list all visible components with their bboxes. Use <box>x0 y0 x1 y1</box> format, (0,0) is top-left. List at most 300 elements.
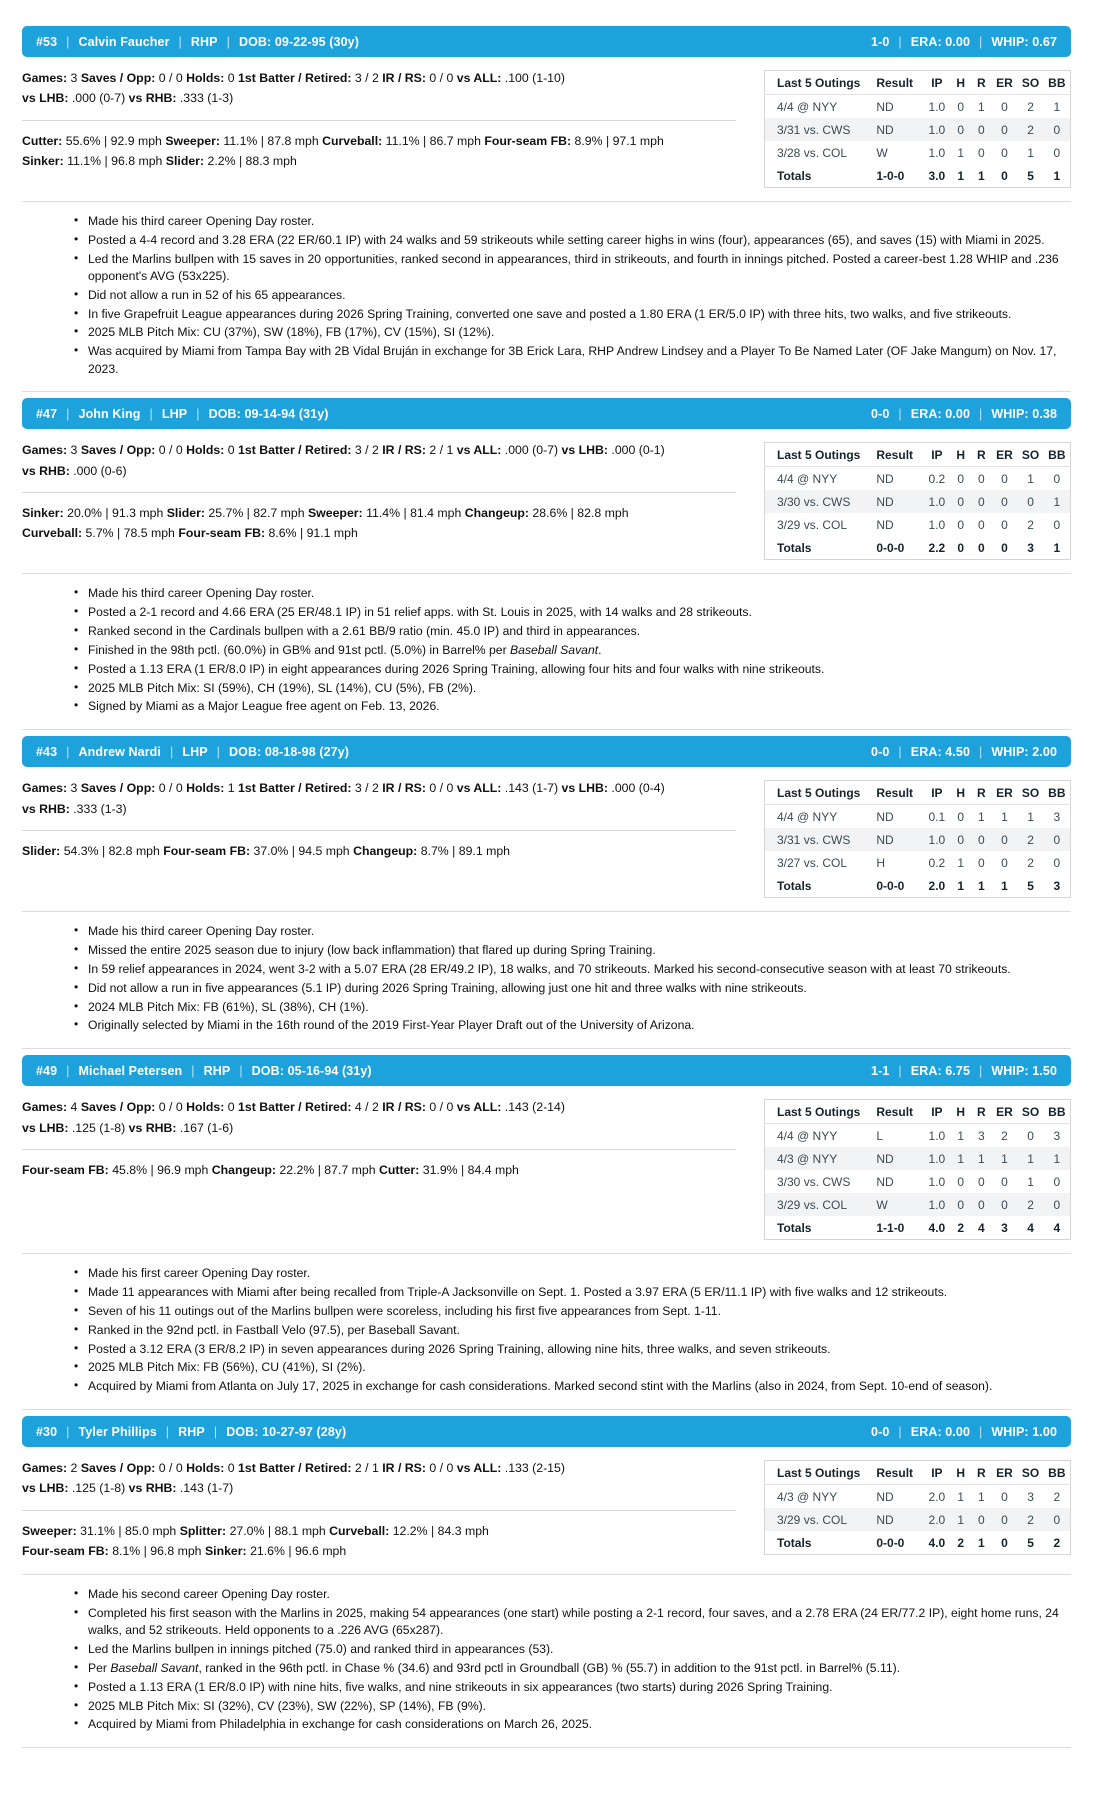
cell-h: 1 <box>957 1128 965 1143</box>
splits-line: vs LHB: .125 (1-8) vs RHB: .143 (1-7) <box>22 1481 234 1496</box>
player-header[interactable] <box>22 398 1071 429</box>
cell-result: H <box>876 855 886 870</box>
table-totals-row <box>765 1531 1071 1555</box>
column-header: Result <box>870 781 923 805</box>
divider: | <box>66 1424 70 1439</box>
player-name: Michael Petersen <box>78 1063 183 1078</box>
player-dob: DOB: 09-22-95 (30y) <box>238 34 359 49</box>
player-block <box>22 736 1071 1049</box>
cell-so: 1 <box>1027 471 1034 486</box>
splits-block <box>22 68 746 109</box>
totals-opp: Totals <box>765 874 871 898</box>
note-item: • 2024 MLB Pitch Mix: FB (61%), SL (38%), CH (1%). <box>74 999 1071 1018</box>
divider: | <box>898 1424 902 1439</box>
cell-bb: 0 <box>1044 118 1071 141</box>
section-divider <box>22 1747 1071 1748</box>
player-name: John King <box>78 406 141 421</box>
cell-opp: 4/4 @ NYY <box>777 99 838 114</box>
column-header: BB <box>1044 1100 1071 1124</box>
cell-so: 1 <box>1027 809 1034 824</box>
section-divider <box>22 1048 1071 1049</box>
column-header: Result <box>870 443 923 467</box>
splits-line: Games: 2 Saves / Opp: 0 / 0 Holds: 0 1st Batter / Retired: 2 / 1 IR / RS: 0 / 0 vs ALL: .133 (2-15) <box>22 1461 565 1476</box>
table-row <box>765 851 1071 874</box>
note-item: • Ranked in the 92nd pctl. in Fastball Velo (97.5), per Baseball Savant. <box>74 1322 1071 1341</box>
note-item: • Made his first career Opening Day roster. <box>74 1265 1071 1284</box>
player-body <box>22 429 1071 560</box>
last-outings-column <box>764 1097 1071 1240</box>
column-header: Result <box>870 71 923 95</box>
divider: | <box>898 744 902 759</box>
cell-ip: 0.1 <box>928 809 946 824</box>
cell-er: 0 <box>992 118 1018 141</box>
table-header-row <box>765 71 1071 95</box>
cell-bb: 0 <box>1053 855 1061 870</box>
cell-r: 3 <box>977 1128 985 1143</box>
divider: | <box>898 1063 902 1078</box>
cell-ip: 0.2 <box>928 471 946 486</box>
pitch-mix-line: Slider: 54.3% | 82.8 mph Four-seam FB: 37.0% | 94.5 mph Changeup: 8.7% | 89.1 mph <box>22 843 511 858</box>
note-item: • Posted a 4-4 record and 3.28 ERA (22 ER/60.1 IP) with 24 walks and 59 strikeouts while setting career highs in wins (four), appearances (65), and saves (15) with Miami in 2025. <box>74 232 1071 251</box>
cell-ip: 1.0 <box>923 1193 950 1216</box>
cell-h: 0 <box>957 809 965 824</box>
player-throws: RHP <box>178 1424 205 1439</box>
cell-result: ND <box>876 517 894 532</box>
note-item: • Did not allow a run in five appearances (5.1 IP) during 2026 Spring Training, allowing just one hit and three walks with nine strikeouts. <box>74 980 1071 999</box>
totals-result: 0-0-0 <box>870 536 923 560</box>
cell-ip: 1.0 <box>923 1147 950 1170</box>
last-5-outings-table <box>764 1099 1071 1240</box>
table-row <box>765 1193 1071 1216</box>
column-header: BB <box>1044 71 1071 95</box>
player-number: #47 <box>36 406 58 421</box>
pitch-mix-line: Sinker: 20.0% | 91.3 mph Slider: 25.7% | 82.7 mph Sweeper: 11.4% | 81.4 mph Changeup: 28.6% | 82.8 mph <box>22 506 629 521</box>
cell-opp: 3/30 vs. CWS <box>777 1174 851 1189</box>
player-body <box>22 57 1071 188</box>
player-whip: WHIP: 1.50 <box>991 1063 1057 1078</box>
player-stats-column <box>22 1458 764 1561</box>
note-item: • Made his third career Opening Day roster. <box>74 213 1071 232</box>
note-item: • Signed by Miami as a Major League free agent on Feb. 13, 2026. <box>74 698 1071 717</box>
cell-r: 0 <box>977 1174 985 1189</box>
section-divider <box>22 729 1071 730</box>
totals-opp: Totals <box>765 536 871 560</box>
column-header: SO <box>1017 443 1043 467</box>
cell-so: 2 <box>1017 828 1043 851</box>
pitch-mix-block <box>22 841 746 861</box>
cell-r: 0 <box>977 855 985 870</box>
column-header: Result <box>870 1100 923 1124</box>
player-record: 0-0 <box>871 406 890 421</box>
cell-ip: 1.0 <box>923 118 950 141</box>
totals-bb: 4 <box>1044 1216 1071 1240</box>
cell-result: ND <box>876 99 894 114</box>
cell-h: 0 <box>957 471 965 486</box>
note-item: • Originally selected by Miami in the 16th round of the 2019 First-Year Player Draft out of the University of Arizona. <box>74 1017 1071 1036</box>
player-dob: DOB: 09-14-94 (31y) <box>208 406 329 421</box>
cell-bb: 3 <box>1053 1128 1061 1143</box>
totals-so: 5 <box>1017 164 1043 188</box>
cell-er: 0 <box>1001 517 1008 532</box>
pitch-mix-line: Sweeper: 31.1% | 85.0 mph Splitter: 27.0% | 88.1 mph Curveball: 12.2% | 84.3 mph <box>22 1523 489 1538</box>
cell-er: 0 <box>1001 1174 1008 1189</box>
player-identity <box>36 35 359 49</box>
cell-opp: 3/31 vs. CWS <box>765 828 871 851</box>
cell-h: 0 <box>950 490 971 513</box>
column-header: BB <box>1044 1461 1071 1485</box>
cell-h: 0 <box>957 1174 965 1189</box>
divider: | <box>979 744 983 759</box>
totals-bb: 2 <box>1044 1531 1071 1555</box>
cell-er: 0 <box>992 828 1018 851</box>
cell-bb: 0 <box>1044 828 1071 851</box>
cell-opp: 4/4 @ NYY <box>777 809 838 824</box>
cell-ip: 1.0 <box>928 517 946 532</box>
column-header: IP <box>923 1461 950 1485</box>
totals-opp: Totals <box>765 164 871 188</box>
column-header: H <box>950 1100 971 1124</box>
divider: | <box>165 1424 170 1439</box>
pitch-mix-line: Four-seam FB: 8.1% | 96.8 mph Sinker: 21.6% | 96.6 mph <box>22 1543 347 1558</box>
note-item: • Made 11 appearances with Miami after being recalled from Triple-A Jacksonville on Sept. 1. Posted a 3.97 ERA (5 ER/11.1 IP) with five walks and 12 strikeouts. <box>74 1284 1071 1303</box>
cell-ip: 2.0 <box>923 1508 950 1531</box>
column-header: ER <box>992 1100 1018 1124</box>
cell-bb: 0 <box>1053 517 1061 532</box>
note-item: • Made his third career Opening Day roster. <box>74 923 1071 942</box>
divider-rule <box>22 1510 736 1511</box>
divider: | <box>898 34 902 49</box>
player-body <box>22 1447 1071 1561</box>
column-header: H <box>950 1461 971 1485</box>
cell-r: 0 <box>971 1193 992 1216</box>
player-stats-column <box>22 1097 764 1180</box>
cell-h: 0 <box>950 828 971 851</box>
cell-result: ND <box>876 1489 894 1504</box>
player-notes <box>22 911 1071 1036</box>
note-item: • 2025 MLB Pitch Mix: CU (37%), SW (18%), FB (17%), CV (15%), SI (12%). <box>74 324 1071 343</box>
player-era: ERA: 0.00 <box>910 406 971 421</box>
note-item: • Acquired by Miami from Atlanta on July 17, 2025 in exchange for cash considerations. Marked second stint with the Marlins (also in 2024, from Sept. 10-end of season). <box>74 1378 1071 1397</box>
player-era: ERA: 6.75 <box>910 1063 971 1078</box>
cell-h: 0 <box>957 99 965 114</box>
player-header[interactable] <box>22 26 1071 57</box>
totals-r: 0 <box>971 536 992 560</box>
cell-er: 0 <box>1001 471 1008 486</box>
cell-r: 1 <box>977 809 985 824</box>
cell-so: 0 <box>1027 1128 1034 1143</box>
pitch-mix-block <box>22 503 746 544</box>
totals-ip: 2.0 <box>923 874 950 898</box>
totals-result: 0-0-0 <box>870 874 923 898</box>
totals-bb: 3 <box>1044 874 1071 898</box>
divider: | <box>898 406 902 421</box>
splits-block <box>22 440 746 481</box>
player-body <box>22 1086 1071 1240</box>
player-number: #49 <box>36 1063 58 1078</box>
totals-result: 1-0-0 <box>870 164 923 188</box>
divider: | <box>196 406 200 421</box>
table-row <box>765 828 1071 851</box>
cell-h: 0 <box>950 1193 971 1216</box>
divider: | <box>66 1063 70 1078</box>
player-record: 0-0 <box>871 744 890 759</box>
table-header-row <box>765 443 1071 467</box>
note-item: • Acquired by Miami from Philadelphia in exchange for cash considerations on March 26, 2025. <box>74 1716 1071 1735</box>
cell-ip: 1.0 <box>928 99 946 114</box>
cell-er: 2 <box>1001 1128 1008 1143</box>
last-outings-column <box>764 1458 1071 1555</box>
totals-ip: 3.0 <box>923 164 950 188</box>
totals-h: 1 <box>950 164 971 188</box>
table-row <box>765 1485 1071 1509</box>
cell-er: 1 <box>992 1147 1018 1170</box>
note-item: • In five Grapefruit League appearances during 2026 Spring Training, converted one save and posted a 1.80 ERA (1 ER/5.0 IP) with three hits, two walks, and five strikeouts. <box>74 306 1071 325</box>
cell-so: 3 <box>1027 1489 1034 1504</box>
player-identity <box>36 1064 372 1078</box>
cell-r: 0 <box>977 471 985 486</box>
player-throws: LHP <box>182 744 208 759</box>
column-header: H <box>950 71 971 95</box>
player-whip: WHIP: 0.38 <box>991 406 1057 421</box>
cell-opp: 3/27 vs. COL <box>777 855 848 870</box>
cell-r: 1 <box>971 1147 992 1170</box>
divider: | <box>66 406 70 421</box>
player-identity <box>36 745 349 759</box>
cell-so: 2 <box>1017 1193 1043 1216</box>
splits-line: Games: 3 Saves / Opp: 0 / 0 Holds: 0 1st Batter / Retired: 3 / 2 IR / RS: 0 / 0 vs ALL: .100 (1-10) <box>22 71 565 85</box>
table-row <box>765 118 1071 141</box>
player-dob: DOB: 10-27-97 (28y) <box>226 1424 347 1439</box>
player-block <box>22 26 1071 392</box>
note-item: • Made his second career Opening Day roster. <box>74 1586 1071 1605</box>
splits-line: vs RHB: .333 (1-3) <box>22 801 127 816</box>
column-header: IP <box>923 781 950 805</box>
cell-ip: 1.0 <box>923 828 950 851</box>
totals-so: 4 <box>1017 1216 1043 1240</box>
player-block <box>22 1055 1071 1410</box>
column-header: IP <box>923 71 950 95</box>
divider: | <box>149 406 153 421</box>
splits-line: vs LHB: .125 (1-8) vs RHB: .167 (1-6) <box>22 1120 234 1135</box>
splits-block <box>22 778 746 819</box>
player-season-line <box>871 1425 1057 1439</box>
cell-so: 1 <box>1027 1174 1034 1189</box>
cell-opp: 3/31 vs. CWS <box>765 118 871 141</box>
note-item: • Posted a 1.13 ERA (1 ER/8.0 IP) with nine hits, five walks, and nine strikeouts in six appearances (two starts) during 2026 Spring Training. <box>74 1679 1071 1698</box>
splits-line: vs RHB: .000 (0-6) <box>22 463 127 478</box>
note-item: • Posted a 3.12 ERA (3 ER/8.2 IP) in seven appearances during 2026 Spring Training, allowing nine hits, three walks, and seven strikeouts. <box>74 1341 1071 1360</box>
cell-result: ND <box>876 471 894 486</box>
player-whip: WHIP: 0.67 <box>991 34 1057 49</box>
splits-block <box>22 1097 746 1138</box>
column-header: ER <box>992 443 1018 467</box>
cell-ip: 0.2 <box>928 855 946 870</box>
column-header: SO <box>1017 71 1043 95</box>
player-notes <box>22 201 1071 379</box>
cell-er: 0 <box>992 1508 1018 1531</box>
column-header: Last 5 Outings <box>765 781 871 805</box>
column-header: Last 5 Outings <box>765 1100 871 1124</box>
player-dob: DOB: 08-18-98 (27y) <box>229 744 350 759</box>
cell-er: 0 <box>1001 1489 1008 1504</box>
cell-er: 0 <box>992 1193 1018 1216</box>
cell-er: 0 <box>1001 99 1008 114</box>
player-block <box>22 398 1071 730</box>
table-row <box>765 1170 1071 1193</box>
pitch-mix-block <box>22 1521 746 1562</box>
table-row <box>765 95 1071 119</box>
player-season-line <box>871 1064 1057 1078</box>
last-outings-column <box>764 440 1071 560</box>
player-stats-column <box>22 778 764 861</box>
cell-opp: 3/28 vs. COL <box>777 145 848 160</box>
cell-so: 2 <box>1027 99 1034 114</box>
cell-ip: 1.0 <box>923 490 950 513</box>
cell-bb: 0 <box>1053 1174 1061 1189</box>
cell-bb: 1 <box>1044 490 1071 513</box>
player-era: ERA: 0.00 <box>910 1424 971 1439</box>
column-header: IP <box>923 1100 950 1124</box>
cell-bb: 0 <box>1053 145 1061 160</box>
cell-h: 1 <box>957 1489 965 1504</box>
cell-so: 2 <box>1017 1508 1043 1531</box>
cell-opp: 3/29 vs. COL <box>765 1193 871 1216</box>
cell-r: 0 <box>971 490 992 513</box>
divider: | <box>979 1063 983 1078</box>
note-item: • Was acquired by Miami from Tampa Bay with 2B Vidal Bruján in exchange for 3B Erick Lara, RHP Andrew Lindsey and a Player To Be Named Later (OF Jake Mangum) on Nov. 17, 2023. <box>74 343 1071 379</box>
cell-opp: 3/30 vs. CWS <box>765 490 871 513</box>
column-header: ER <box>992 781 1018 805</box>
cell-r: 0 <box>971 828 992 851</box>
divider: | <box>66 744 70 759</box>
player-notes <box>22 1253 1071 1397</box>
divider: | <box>191 1063 195 1078</box>
player-throws: LHP <box>161 406 188 421</box>
player-dob: DOB: 05-16-94 (31y) <box>251 1063 372 1078</box>
cell-result: L <box>876 1128 884 1143</box>
cell-er: 0 <box>992 490 1018 513</box>
cell-opp: 4/3 @ NYY <box>765 1147 871 1170</box>
cell-er: 0 <box>1001 855 1008 870</box>
totals-er: 1 <box>992 874 1018 898</box>
column-header: Last 5 Outings <box>765 1461 871 1485</box>
player-number: #53 <box>36 34 58 49</box>
column-header: IP <box>923 443 950 467</box>
column-header: SO <box>1017 1461 1043 1485</box>
column-header: ER <box>992 1461 1018 1485</box>
cell-so: 1 <box>1027 145 1034 160</box>
cell-opp: 4/4 @ NYY <box>777 1128 838 1143</box>
table-row <box>765 141 1071 164</box>
totals-so: 5 <box>1017 1531 1043 1555</box>
pitch-mix-line: Four-seam FB: 45.8% | 96.9 mph Changeup: 22.2% | 87.7 mph Cutter: 31.9% | 84.4 mph <box>22 1162 519 1177</box>
last-5-outings-table <box>764 442 1071 560</box>
divider-rule <box>22 120 736 121</box>
totals-ip: 2.2 <box>923 536 950 560</box>
splits-line: Games: 4 Saves / Opp: 0 / 0 Holds: 0 1st Batter / Retired: 4 / 2 IR / RS: 0 / 0 vs ALL: .143 (2-14) <box>22 1100 565 1115</box>
table-row <box>765 805 1071 829</box>
cell-so: 1 <box>1017 1147 1043 1170</box>
column-header: R <box>971 443 992 467</box>
note-item: • In 59 relief appearances in 2024, went 3-2 with a 5.07 ERA (28 ER/49.2 IP), 18 walks, and 70 strikeouts. Marked his second-consecutive season with at least 70 strikeouts. <box>74 961 1071 980</box>
player-identity <box>36 407 329 421</box>
player-header[interactable] <box>22 1416 1071 1447</box>
note-item: • Led the Marlins bullpen in innings pitched (75.0) and ranked third in appearances (53). <box>74 1641 1071 1660</box>
player-name: Tyler Phillips <box>78 1424 157 1439</box>
player-record: 1-0 <box>871 34 890 49</box>
splits-line: Games: 3 Saves / Opp: 0 / 0 Holds: 0 1st Batter / Retired: 3 / 2 IR / RS: 2 / 1 vs ALL: .000 (0-7) vs LHB: .000 (0-1) <box>22 443 665 458</box>
totals-result: 1-1-0 <box>870 1216 923 1240</box>
cell-h: 1 <box>957 855 965 870</box>
table-totals-row <box>765 874 1071 898</box>
section-divider <box>22 1409 1071 1410</box>
cell-result: ND <box>870 828 923 851</box>
column-header: R <box>971 1100 992 1124</box>
cell-result: ND <box>870 1147 923 1170</box>
player-block <box>22 1416 1071 1748</box>
player-number: #43 <box>36 744 58 759</box>
splits-block <box>22 1458 746 1499</box>
table-row <box>765 490 1071 513</box>
player-stats-column <box>22 440 764 543</box>
divider-rule <box>22 1149 736 1150</box>
notes-list <box>22 585 1071 717</box>
divider-rule <box>22 492 736 493</box>
totals-h: 2 <box>950 1216 971 1240</box>
cell-bb: 0 <box>1044 1193 1071 1216</box>
note-item: • Per Baseball Savant, ranked in the 96th pctl. in Chase % (34.6) and 93rd pctl in Groundball (GB) % (55.7) in addition to the 91st pctl. in Barrel% (5.11). <box>74 1660 1071 1679</box>
player-notes <box>22 1574 1071 1735</box>
totals-r: 1 <box>971 1531 992 1555</box>
totals-er: 3 <box>992 1216 1018 1240</box>
cell-so: 0 <box>1017 490 1043 513</box>
cell-r: 0 <box>977 517 985 532</box>
cell-ip: 1.0 <box>928 1174 946 1189</box>
pitch-mix-line: Cutter: 55.6% | 92.9 mph Sweeper: 11.1% | 87.8 mph Curveball: 11.1% | 86.7 mph Four-seam FB: 8.9% | 97.1 mph <box>22 133 664 148</box>
totals-result: 0-0-0 <box>870 1531 923 1555</box>
player-season-line <box>871 407 1057 421</box>
table-row <box>765 513 1071 536</box>
note-item: • Seven of his 11 outings out of the Marlins bullpen were scoreless, including his first five appearances from Sept. 1-11. <box>74 1303 1071 1322</box>
totals-er: 0 <box>992 164 1018 188</box>
table-header-row <box>765 781 1071 805</box>
cell-result: ND <box>870 1508 923 1531</box>
cell-opp: 3/29 vs. COL <box>777 517 848 532</box>
divider: | <box>169 744 174 759</box>
note-item: • Finished in the 98th pctl. (60.0%) in GB% and 91st pctl. (5.0%) in Barrel% per Baseball Savant. <box>74 642 1071 661</box>
note-item: • 2025 MLB Pitch Mix: FB (56%), CU (41%), SI (2%). <box>74 1359 1071 1378</box>
cell-so: 2 <box>1017 118 1043 141</box>
column-header: SO <box>1017 1100 1043 1124</box>
table-header-row <box>765 1100 1071 1124</box>
column-header: BB <box>1044 443 1071 467</box>
player-header[interactable] <box>22 1055 1071 1086</box>
cell-opp: 3/29 vs. COL <box>765 1508 871 1531</box>
pitch-mix-block <box>22 131 746 172</box>
cell-result: ND <box>870 118 923 141</box>
notes-list <box>22 213 1071 379</box>
player-identity <box>36 1425 346 1439</box>
totals-r: 1 <box>971 874 992 898</box>
column-header: BB <box>1044 781 1071 805</box>
divider: | <box>239 1063 243 1078</box>
cell-r: 0 <box>971 118 992 141</box>
cell-so: 2 <box>1027 517 1034 532</box>
player-header[interactable] <box>22 736 1071 767</box>
player-record: 0-0 <box>871 1424 890 1439</box>
divider: | <box>979 34 983 49</box>
divider: | <box>216 744 221 759</box>
